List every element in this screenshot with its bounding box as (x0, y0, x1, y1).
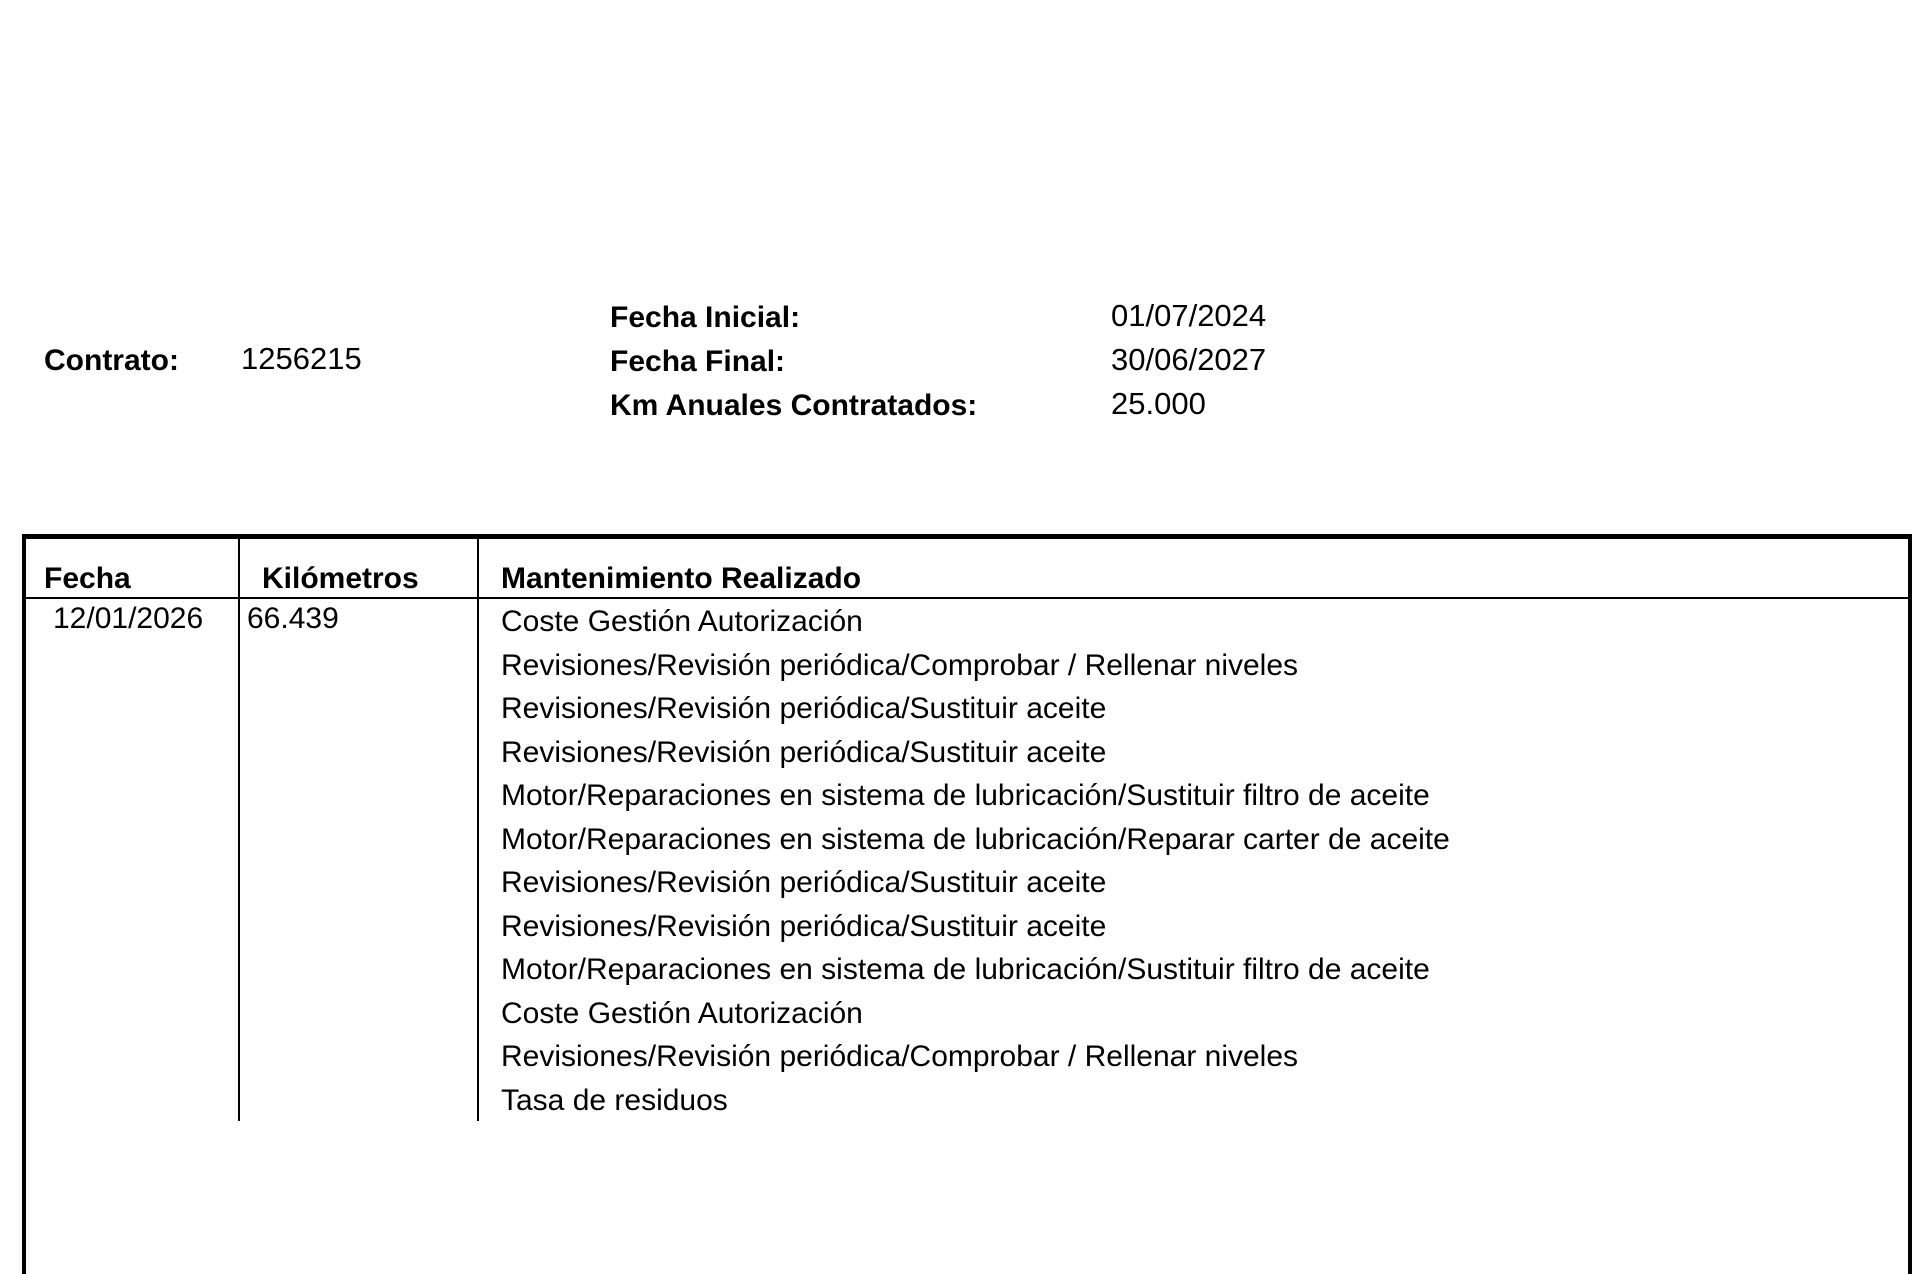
maintenance-task: Revisiones/Revisión periódica/Sustituir aceite (501, 866, 1107, 899)
column-header-date: Fecha (44, 562, 131, 595)
annual-km-label: Km Anuales Contratados: (610, 389, 978, 422)
contract-number: 1256215 (241, 341, 362, 376)
end-date-value: 30/06/2027 (1111, 342, 1267, 377)
column-header-km: Kilómetros (262, 562, 419, 595)
maintenance-task: Revisiones/Revisión periódica/Comprobar / Rellenar niveles (501, 1040, 1299, 1073)
column-header-maintenance: Mantenimiento Realizado (501, 562, 862, 595)
start-date-label: Fecha Inicial: (610, 301, 801, 334)
end-date-label: Fecha Final: (610, 345, 786, 378)
maintenance-task-list (501, 603, 1450, 1125)
row-km: 66.439 (247, 602, 339, 635)
maintenance-task: Revisiones/Revisión periódica/Sustituir aceite (501, 735, 1107, 769)
maintenance-task: Tasa de residuos (501, 1083, 728, 1117)
table-header-divider (22, 597, 1912, 599)
maintenance-task: Coste Gestión Autorización (501, 605, 863, 638)
maintenance-task: Revisiones/Revisión periódica/Sustituir aceite (501, 909, 1107, 943)
row-date: 12/01/2026 (53, 602, 204, 635)
column-divider-km (477, 534, 479, 1121)
maintenance-task: Motor/Reparaciones en sistema de lubricación/Sustituir filtro de aceite (501, 779, 1430, 812)
maintenance-task: Motor/Reparaciones en sistema de lubricación/Sustituir filtro de aceite (501, 953, 1430, 986)
annual-km-value: 25.000 (1111, 386, 1206, 421)
start-date-value: 01/07/2024 (1111, 298, 1267, 333)
column-divider-date (238, 534, 240, 1121)
maintenance-task: Coste Gestión Autorización (501, 996, 863, 1030)
contract-label: Contrato: (44, 344, 179, 377)
maintenance-task: Motor/Reparaciones en sistema de lubricación/Reparar carter de aceite (501, 822, 1450, 856)
maintenance-task: Revisiones/Revisión periódica/Sustituir aceite (501, 692, 1107, 725)
maintenance-task: Revisiones/Revisión periódica/Comprobar / Rellenar niveles (501, 648, 1299, 682)
